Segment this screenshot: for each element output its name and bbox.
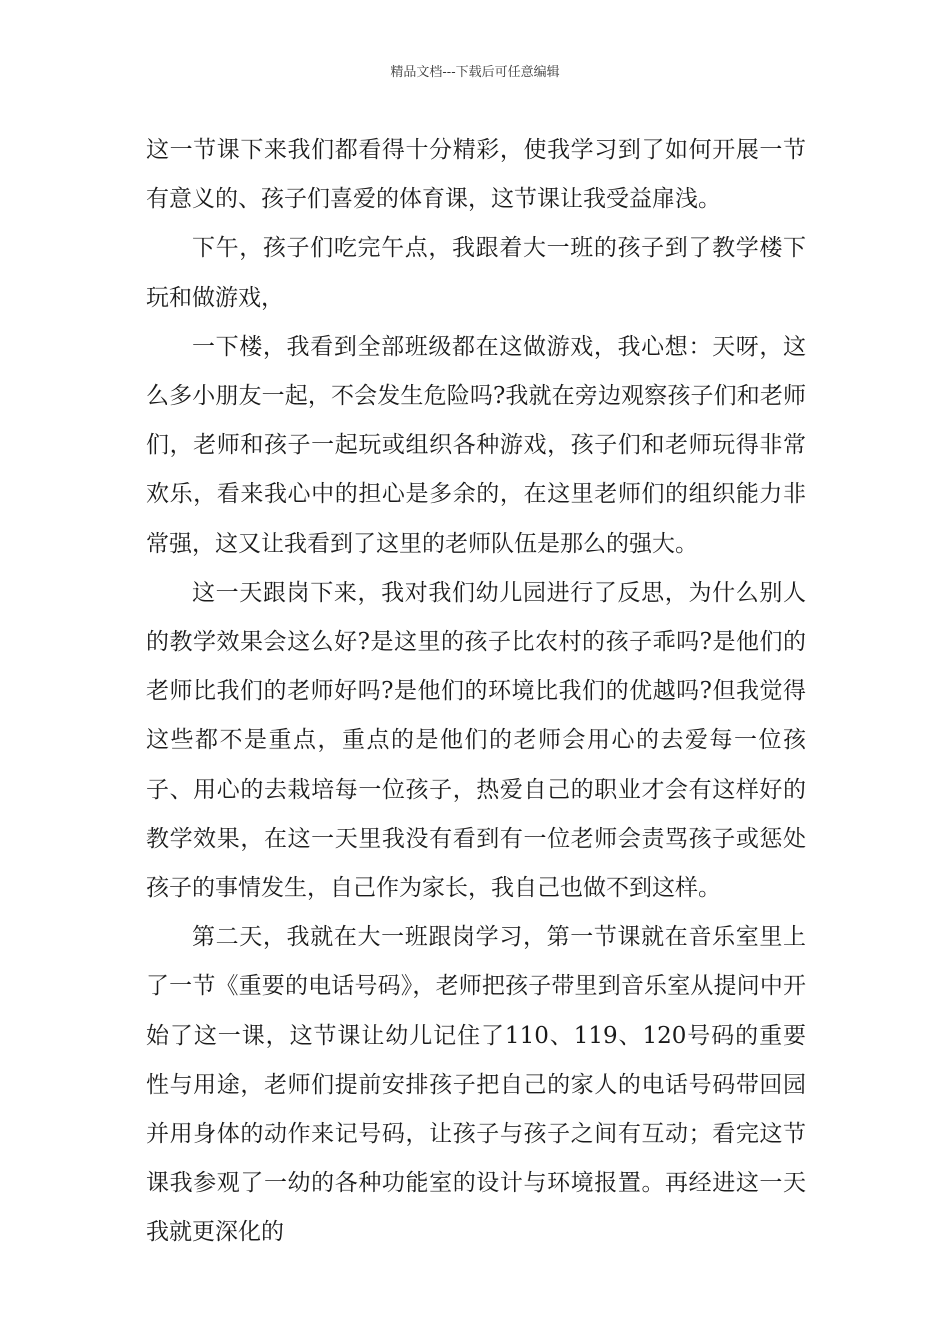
paragraph-1: 这一节课下来我们都看得十分精彩，使我学习到了如何开展一节有意义的、孩子们喜爱的体育课，这节课让我受益扉浅。 [146,137,806,213]
paragraph-2: 下午，孩子们吃完午点，我跟着大一班的孩子到了教学楼下玩和做游戏， [146,235,806,311]
page-header: 精品文档---下载后可任意编辑 [390,65,560,80]
document-body [146,126,806,1258]
paragraph-4: 这一天跟岗下来，我对我们幼儿园进行了反思，为什么别人的教学效果会这么好?是这里的孩子比农村的孩子乖吗?是他们的老师比我们的老师好吗?是他们的环境比我们的优越吗?但我觉得这些都不是重点，重点的是他们的老师会用心的去爱每一位孩子、用心的去栽培每一位孩子，热爱自己的职业才会有这样好的教学效果，在这一天里我没有看到有一位老师会责骂孩子或惩处孩子的事情发生，自己作为家长，我自己也做不到这样。 [146,579,806,902]
paragraph-5: 第二天，我就在大一班跟岗学习，第一节课就在音乐室里上了一节《重要的电话号码》，老师把孩子带里到音乐室从提问中开始了这一课，这节课让幼儿记住了110、119、120号码的重要性与用途，老师们提前安排孩子把自己的家人的电话号码带回园并用身体的动作来记号码，让孩子与孩子之间有互动；看完这节课我参观了一幼的各种功能室的设计与环境报置。再经进这一天我就更深化的 [146,924,806,1246]
paragraph-3: 一下楼，我看到全部班级都在这做游戏，我心想：天呀，这么多小朋友一起，不会发生危险吗?我就在旁边观察孩子们和老师们，老师和孩子一起玩或组织各种游戏，孩子们和老师玩得非常欢乐，看来我心中的担心是多余的，在这里老师们的组织能力非常强，这又让我看到了这里的老师队伍是那么的强大。 [146,333,806,557]
